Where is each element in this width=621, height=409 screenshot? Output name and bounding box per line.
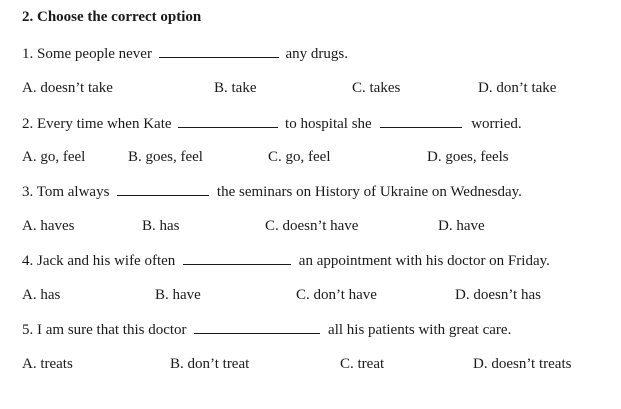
question-2	[22, 114, 522, 133]
question-2-option-b[interactable]: B. goes, feel	[128, 149, 203, 165]
question-1-text-before: 1. Some people never	[22, 46, 152, 62]
question-5-option-c[interactable]: C. treat	[340, 356, 385, 372]
question-4-text-after: an appointment with his doctor on Friday.	[298, 253, 550, 269]
question-5-text-before: 5. I am sure that this doctor	[22, 322, 187, 338]
question-4-option-a[interactable]: A. has	[22, 287, 61, 303]
question-3-blank[interactable]	[117, 182, 209, 196]
question-5-option-d[interactable]: D. doesn’t treats	[473, 356, 572, 372]
section-heading: 2. Choose the correct option	[22, 9, 202, 25]
question-5-option-b[interactable]: B. don’t treat	[170, 356, 250, 372]
question-2-text-before: 2. Every time when Kate	[22, 116, 172, 132]
question-2-option-a[interactable]: A. go, feel	[22, 149, 86, 165]
question-2-option-d[interactable]: D. goes, feels	[427, 149, 509, 165]
question-3	[22, 182, 522, 201]
question-1-blank[interactable]	[159, 44, 279, 58]
question-3-option-c[interactable]: C. doesn’t have	[265, 218, 359, 234]
question-4-option-c[interactable]: C. don’t have	[296, 287, 377, 303]
question-1	[22, 44, 348, 63]
question-2-blank-1[interactable]	[178, 114, 278, 128]
question-1-option-c[interactable]: C. takes	[352, 80, 401, 96]
question-4	[22, 251, 550, 270]
question-3-option-d[interactable]: D. have	[438, 218, 485, 234]
question-4-option-b[interactable]: B. have	[155, 287, 201, 303]
question-1-option-a[interactable]: A. doesn’t take	[22, 80, 113, 96]
question-5	[22, 320, 511, 339]
question-2-blank-2[interactable]	[380, 114, 462, 128]
question-4-option-d[interactable]: D. doesn’t has	[455, 287, 541, 303]
question-4-blank[interactable]	[183, 251, 291, 265]
question-3-option-b[interactable]: B. has	[142, 218, 180, 234]
question-1-text-after: any drugs.	[285, 46, 348, 62]
question-5-option-a[interactable]: A. treats	[22, 356, 73, 372]
question-2-option-c[interactable]: C. go, feel	[268, 149, 331, 165]
question-5-text-after: all his patients with great care.	[328, 322, 512, 338]
question-1-option-b[interactable]: B. take	[214, 80, 257, 96]
question-5-blank[interactable]	[194, 320, 320, 334]
question-4-text-before: 4. Jack and his wife often	[22, 253, 176, 269]
question-3-text-before: 3. Tom always	[22, 184, 110, 200]
question-3-option-a[interactable]: A. haves	[22, 218, 75, 234]
question-2-text-after: worried.	[471, 116, 522, 132]
question-2-text-middle: to hospital she	[285, 116, 372, 132]
question-1-option-d[interactable]: D. don’t take	[478, 80, 557, 96]
question-3-text-after: the seminars on History of Ukraine on Wednesday.	[216, 184, 522, 200]
